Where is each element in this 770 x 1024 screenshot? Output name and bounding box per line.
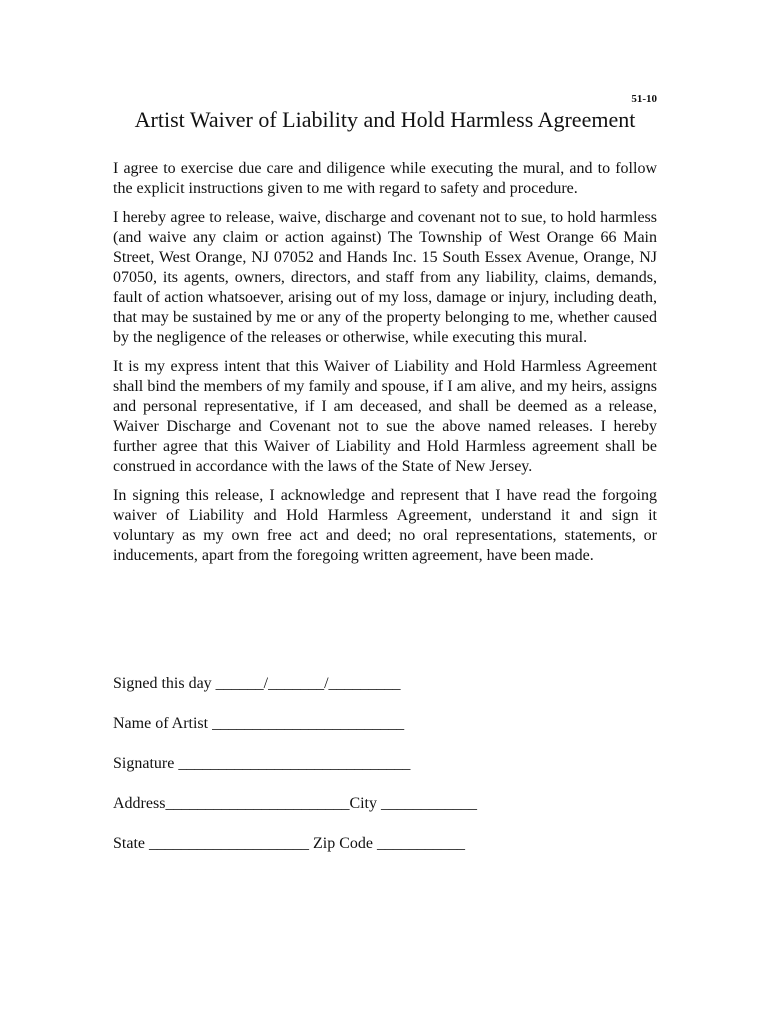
artist-name-field[interactable]: Name of Artist ________________________ bbox=[113, 715, 405, 732]
document-title: Artist Waiver of Liability and Hold Harmless Agreement bbox=[134, 107, 636, 132]
paragraph-intent: It is my express intent that this Waiver of Liability and Hold Harmless Agreement shall bind the members of my family and spouse, if I am alive, and my heirs, assigns and personal representative, if I am deceased, and shall be deemed as a release, Waiver Discharge and Covenant not to sue the above named releases. I hereby further agree that this Waiver of Liability and Hold Harmless agreement shall be construed in accordance with the laws of the State of New Jersey. bbox=[113, 358, 657, 475]
signature-fields bbox=[113, 674, 657, 874]
signed-date-field[interactable]: Signed this day ______/_______/_________ bbox=[113, 675, 401, 692]
signature-field[interactable]: Signature _____________________________ bbox=[113, 755, 411, 772]
state-zip-field[interactable]: State ____________________ Zip Code ___________ bbox=[113, 835, 465, 852]
form-number: 51-10 bbox=[631, 93, 657, 105]
paragraph-release: I hereby agree to release, waive, discharge and covenant not to sue, to hold harmless (and waive any claim or action against) The Township of West Orange 66 Main Street, West Orange, NJ 07052 and Hands Inc. 15 South Essex Avenue, Orange, NJ 07050, its agents, owners, directors, and staff from any liability, claims, demands, fault of action whatsoever, arising out of my loss, damage or injury, including death, that may be sustained by me or any of the property belonging to me, whether caused by the negligence of the releases or otherwise, while executing this mural. bbox=[113, 209, 657, 346]
agreement-body bbox=[113, 159, 657, 575]
paragraph-due-care: I agree to exercise due care and diligence while executing the mural, and to follow the explicit instructions given to me with regard to safety and procedure. bbox=[113, 160, 657, 197]
paragraph-acknowledgement: In signing this release, I acknowledge and represent that I have read the forgoing waiver of Liability and Hold Harmless Agreement, understand it and sign it voluntary as my own free act and deed; no oral representations, statements, or inducements, apart from the foregoing written agreement, have been made. bbox=[113, 487, 657, 564]
address-city-field[interactable]: Address_______________________City ____________ bbox=[113, 795, 477, 812]
